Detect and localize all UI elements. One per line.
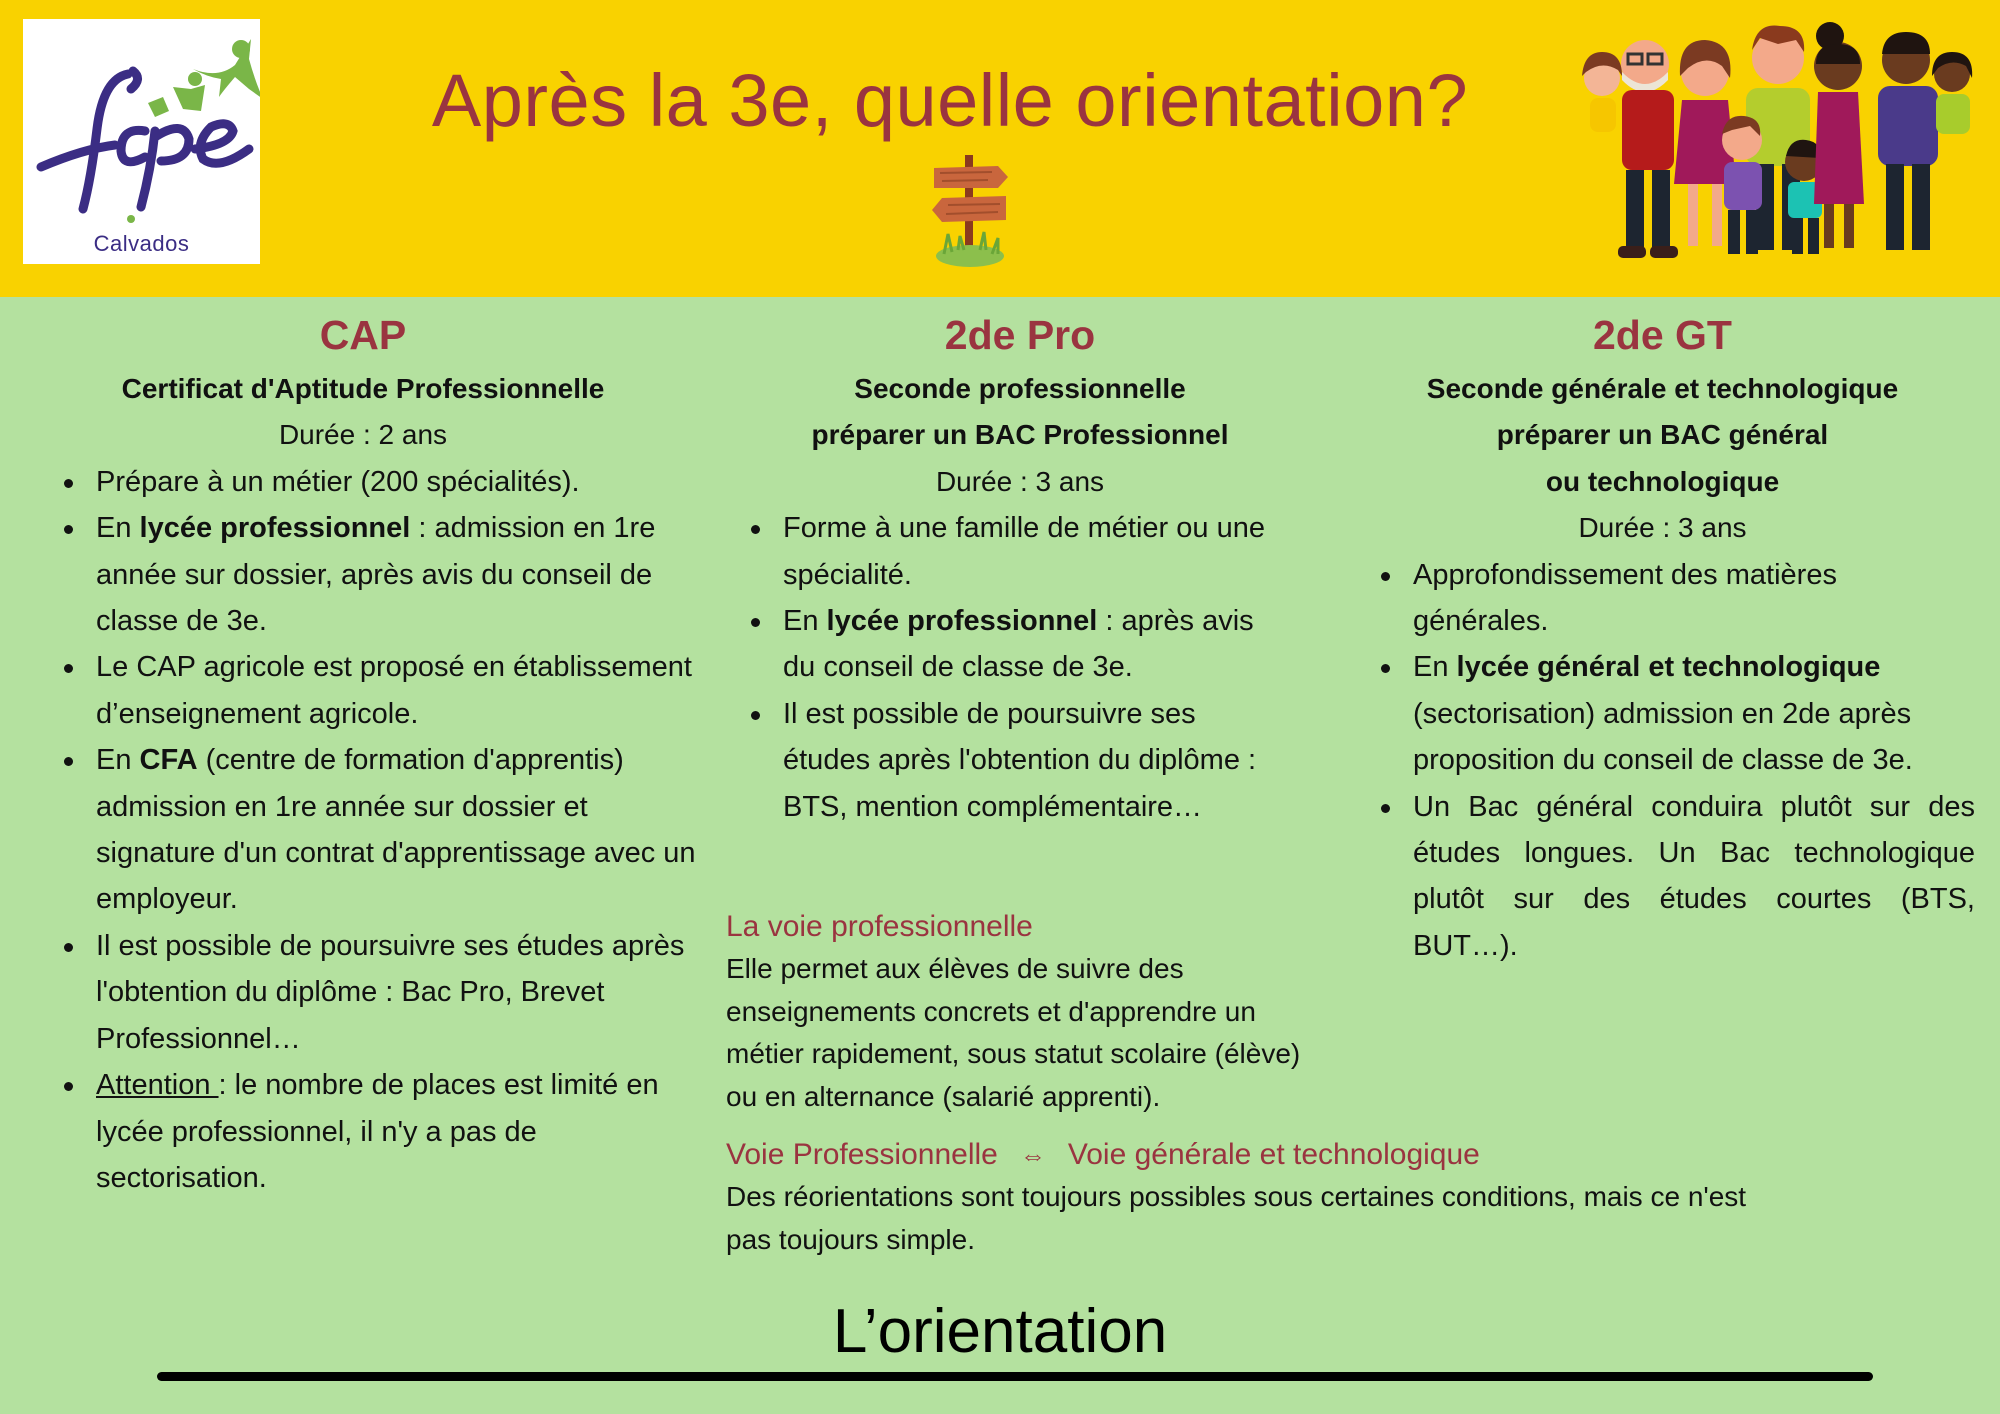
list-item: Un Bac général conduira plutôt sur des études longues. Un Bac technologique plutôt sur des études courtes (BTS, BUT…).	[1375, 784, 1975, 970]
list-item: Il est possible de poursuivre ses études après l'obtention du diplôme : BTS, mention complémentaire…	[745, 691, 1290, 830]
column-2de-gt	[1365, 304, 1977, 969]
column-subtitle: Seconde générale et technologique	[1426, 373, 1899, 404]
logo-caption: Calvados	[93, 231, 190, 256]
list-item: En lycée professionnel : admission en 1re année sur dossier, après avis du conseil de classe de 3e.	[58, 505, 698, 644]
bullet-list	[745, 505, 1290, 830]
list-item: En CFA (centre de formation d'apprentis) admission en 1re année sur dossier et signature d'un contrat d'apprentissage avec un employeur.	[58, 737, 698, 923]
fcpe-logo	[23, 19, 260, 264]
column-subtitle: ou technologique	[1545, 465, 1780, 497]
column-subtitle: préparer un BAC Professionnel	[811, 419, 1229, 451]
column-heading: CAP	[319, 312, 407, 358]
column-subtitle: Certificat d'Aptitude Professionnelle	[121, 373, 605, 404]
header-banner	[0, 0, 2000, 297]
signpost-icon	[922, 150, 1022, 270]
column-heading: 2de Pro	[944, 312, 1096, 358]
list-item: En lycée professionnel : après avis du conseil de classe de 3e.	[745, 598, 1290, 691]
voie-pro-section	[726, 906, 1976, 1118]
section-line: enseignements concrets et d'apprendre un	[726, 995, 1256, 1027]
section-heading	[726, 1134, 1976, 1176]
column-heading: 2de GT	[1593, 312, 1732, 358]
section-line: ou en alternance (salarié apprenti).	[726, 1080, 1161, 1112]
column-2de-pro	[735, 304, 1315, 830]
passerelle-section	[726, 1134, 1976, 1261]
section-heading: La voie professionnelle	[726, 910, 1033, 943]
footer-title: L’orientation	[832, 1297, 1168, 1366]
section-line: métier rapidement, sous statut scolaire (élève)	[726, 1038, 1301, 1069]
passerelle-left: Voie Professionnelle	[726, 1138, 998, 1171]
list-item: Approfondissement des matières générales.	[1375, 552, 1975, 645]
list-item: Attention : le nombre de places est limité en lycée professionnel, il n'y a pas de sectorisation.	[58, 1062, 698, 1201]
bullet-list	[58, 459, 698, 1202]
list-item: En lycée général et technologique (sectorisation) admission en 2de après proposition du conseil de classe de 3e.	[1375, 644, 1975, 783]
list-item: Forme à une famille de métier ou une spécialité.	[745, 505, 1290, 598]
fcpe-logo-icon	[23, 19, 260, 229]
column-duration: Durée : 3 ans	[1578, 512, 1747, 544]
column-duration: Durée : 3 ans	[935, 465, 1105, 497]
page-title: Après la 3e, quelle orientation?	[431, 59, 1469, 142]
section-line: Des réorientations sont toujours possibles sous certaines conditions, mais ce n'est	[726, 1181, 1747, 1212]
column-cap	[48, 304, 696, 1201]
column-subtitle: Seconde professionnelle	[854, 373, 1186, 404]
section-line: Elle permet aux élèves de suivre des	[726, 953, 1184, 984]
column-subtitle: préparer un BAC général	[1496, 419, 1829, 451]
passerelle-right: Voie générale et technologique	[1067, 1138, 1480, 1171]
section-line: pas toujours simple.	[726, 1223, 976, 1255]
double-arrow-icon: ⇔	[1019, 1140, 1046, 1170]
family-illustration	[1560, 14, 1990, 284]
list-item: Il est possible de poursuivre ses études après l'obtention du diplôme : Bac Pro, Brevet Professionnel…	[58, 923, 698, 1062]
footer-divider	[157, 1372, 1873, 1381]
list-item: Prépare à un métier (200 spécialités).	[58, 459, 698, 505]
column-duration: Durée : 2 ans	[278, 419, 448, 451]
list-item: Le CAP agricole est proposé en établissement d’enseignement agricole.	[58, 644, 698, 737]
